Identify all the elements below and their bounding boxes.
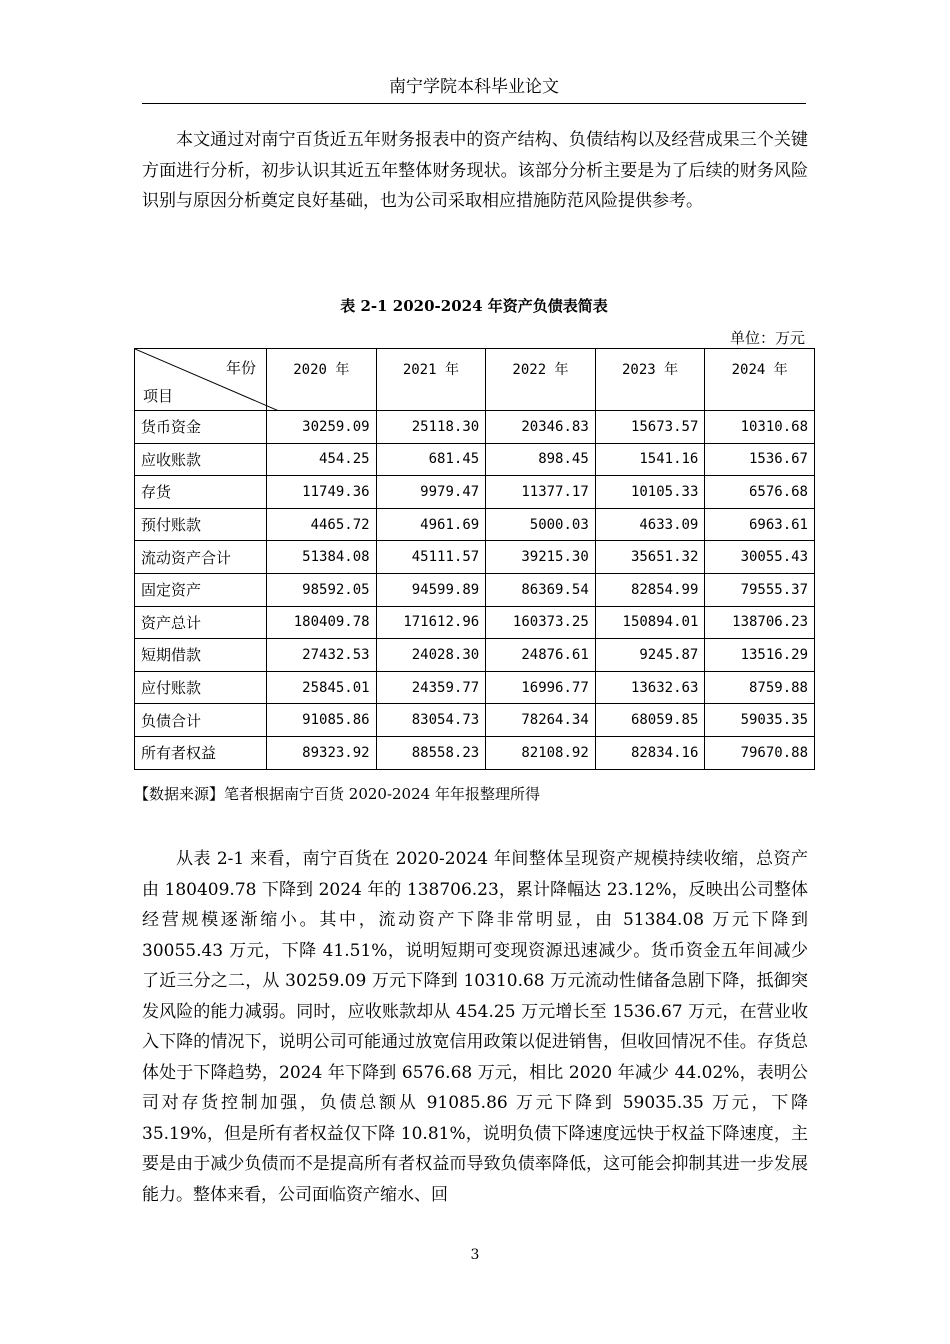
table-cell: 15673.57	[595, 411, 705, 444]
table-cell: 1541.16	[595, 443, 705, 476]
table-cell: 25118.30	[376, 411, 486, 444]
table-cell: 13516.29	[705, 639, 815, 672]
balance-sheet-table	[134, 348, 815, 770]
row-label: 应付账款	[135, 671, 267, 704]
column-header: 2023 年	[595, 349, 705, 411]
table-unit: 单位：万元	[729, 329, 805, 347]
table-row	[135, 736, 815, 769]
table-caption: 表 2-1 2020-2024 年资产负债表简表	[340, 297, 608, 315]
table-cell: 94599.89	[376, 573, 486, 606]
table-row	[135, 573, 815, 606]
corner-year-label: 年份	[225, 359, 256, 377]
table-cell: 59035.35	[705, 704, 815, 737]
table-cell: 9245.87	[595, 639, 705, 672]
table-cell: 138706.23	[705, 606, 815, 639]
table-cell: 160373.25	[486, 606, 596, 639]
table-cell: 51384.08	[267, 541, 377, 574]
table-header-row	[135, 349, 815, 411]
table-cell: 68059.85	[595, 704, 705, 737]
table-source-note: 【数据来源】笔者根据南宁百货 2020-2024 年年报整理所得	[134, 785, 540, 803]
row-label: 负债合计	[135, 704, 267, 737]
table-cell: 20346.83	[486, 411, 596, 444]
table-cell: 4633.09	[595, 508, 705, 541]
table-cell: 6576.68	[705, 476, 815, 509]
column-header: 2024 年	[705, 349, 815, 411]
table-row	[135, 508, 815, 541]
row-label: 资产总计	[135, 606, 267, 639]
table-cell: 1536.67	[705, 443, 815, 476]
row-label: 所有者权益	[135, 736, 267, 769]
diagonal-header-cell	[135, 349, 267, 411]
column-header: 2022 年	[486, 349, 596, 411]
table-cell: 88558.23	[376, 736, 486, 769]
table-cell: 11377.17	[486, 476, 596, 509]
table-cell: 79555.37	[705, 573, 815, 606]
row-label: 短期借款	[135, 639, 267, 672]
row-label: 预付账款	[135, 508, 267, 541]
table-cell: 4961.69	[376, 508, 486, 541]
intro-paragraph: 本文通过对南宁百货近五年财务报表中的资产结构、负债结构以及经营成果三个关键方面进行分析，初步认识其近五年整体财务现状。该部分分析主要是为了后续的财务风险识别与原因分析奠定良好基础，也为公司采取相应措施防范风险提供参考。	[142, 130, 808, 211]
column-header: 2020 年	[267, 349, 377, 411]
table-cell: 898.45	[486, 443, 596, 476]
column-header: 2021 年	[376, 349, 486, 411]
table-cell: 16996.77	[486, 671, 596, 704]
table-cell: 25845.01	[267, 671, 377, 704]
table-cell: 91085.86	[267, 704, 377, 737]
table-cell: 89323.92	[267, 736, 377, 769]
table-cell: 24028.30	[376, 639, 486, 672]
table-cell: 180409.78	[267, 606, 377, 639]
table-cell: 171612.96	[376, 606, 486, 639]
table-cell: 24876.61	[486, 639, 596, 672]
table-cell: 78264.34	[486, 704, 596, 737]
table-row	[135, 443, 815, 476]
table-row	[135, 541, 815, 574]
table-cell: 150894.01	[595, 606, 705, 639]
table-cell: 24359.77	[376, 671, 486, 704]
table-cell: 6963.61	[705, 508, 815, 541]
table-row	[135, 411, 815, 444]
page-header-title: 南宁学院本科毕业论文	[389, 77, 559, 97]
table-cell: 98592.05	[267, 573, 377, 606]
table-cell: 13632.63	[595, 671, 705, 704]
table-row	[135, 639, 815, 672]
table-cell: 10310.68	[705, 411, 815, 444]
table-cell: 10105.33	[595, 476, 705, 509]
table-cell: 454.25	[267, 443, 377, 476]
table-cell: 82854.99	[595, 573, 705, 606]
table-cell: 82108.92	[486, 736, 596, 769]
table-cell: 86369.54	[486, 573, 596, 606]
table-cell: 83054.73	[376, 704, 486, 737]
table-cell: 79670.88	[705, 736, 815, 769]
table-cell: 11749.36	[267, 476, 377, 509]
row-label: 存货	[135, 476, 267, 509]
table-cell: 27432.53	[267, 639, 377, 672]
table-row	[135, 606, 815, 639]
table-cell: 9979.47	[376, 476, 486, 509]
table-row	[135, 476, 815, 509]
row-label: 流动资产合计	[135, 541, 267, 574]
table-cell: 30055.43	[705, 541, 815, 574]
table-cell: 30259.09	[267, 411, 377, 444]
table-row	[135, 704, 815, 737]
table-cell: 45111.57	[376, 541, 486, 574]
row-label: 固定资产	[135, 573, 267, 606]
row-label: 应收账款	[135, 443, 267, 476]
table-cell: 4465.72	[267, 508, 377, 541]
table-row	[135, 671, 815, 704]
table-cell: 35651.32	[595, 541, 705, 574]
table-cell: 681.45	[376, 443, 486, 476]
table-cell: 82834.16	[595, 736, 705, 769]
header-divider	[142, 103, 806, 104]
corner-item-label: 项目	[143, 387, 174, 405]
table-cell: 5000.03	[486, 508, 596, 541]
table-body	[135, 411, 815, 770]
row-label: 货币资金	[135, 411, 267, 444]
table-cell: 8759.88	[705, 671, 815, 704]
page-number: 3	[470, 1247, 480, 1263]
analysis-paragraph: 从表 2-1 来看，南宁百货在 2020-2024 年间整体呈现资产规模持续收缩，总资产由 180409.78 下降到 2024 年的 138706.23，累计降幅达 23.12%，反映出公司整体经营规模逐渐缩小。其中，流动资产下降非常明显，由 51384.08 万元下降到 30055.43 万元，下降 41.51%，说明短期可变现资源迅速减少。货币资金五年间减少了近三分之二，从 30259.09 万元下降到 10310.68 万元流动性储备急剧下降，抵御突发风险的能力减弱。同时，应收账款却从 454.25 万元增长至 1536.67 万元，在营业收入下降的情况下，说明公司可能通过放宽信用政策以促进销售，但收回情况不佳。存货总体处于下降趋势，2024 年下降到 6576.68 万元，相比 2020 年减少 44.02%，表明公司对存货控制加强，负债总额从 91085.86 万元下降到 59035.35 万元，下降 35.19%，但是所有者权益仅下降 10.81%，说明负债下降速度远快于权益下降速度，主要是由于减少负债而不是提高所有者权益而导致负债率降低，这可能会抑制其进一步发展能力。整体来看，公司面临资产缩水、回	[142, 849, 808, 1205]
table-cell: 39215.30	[486, 541, 596, 574]
